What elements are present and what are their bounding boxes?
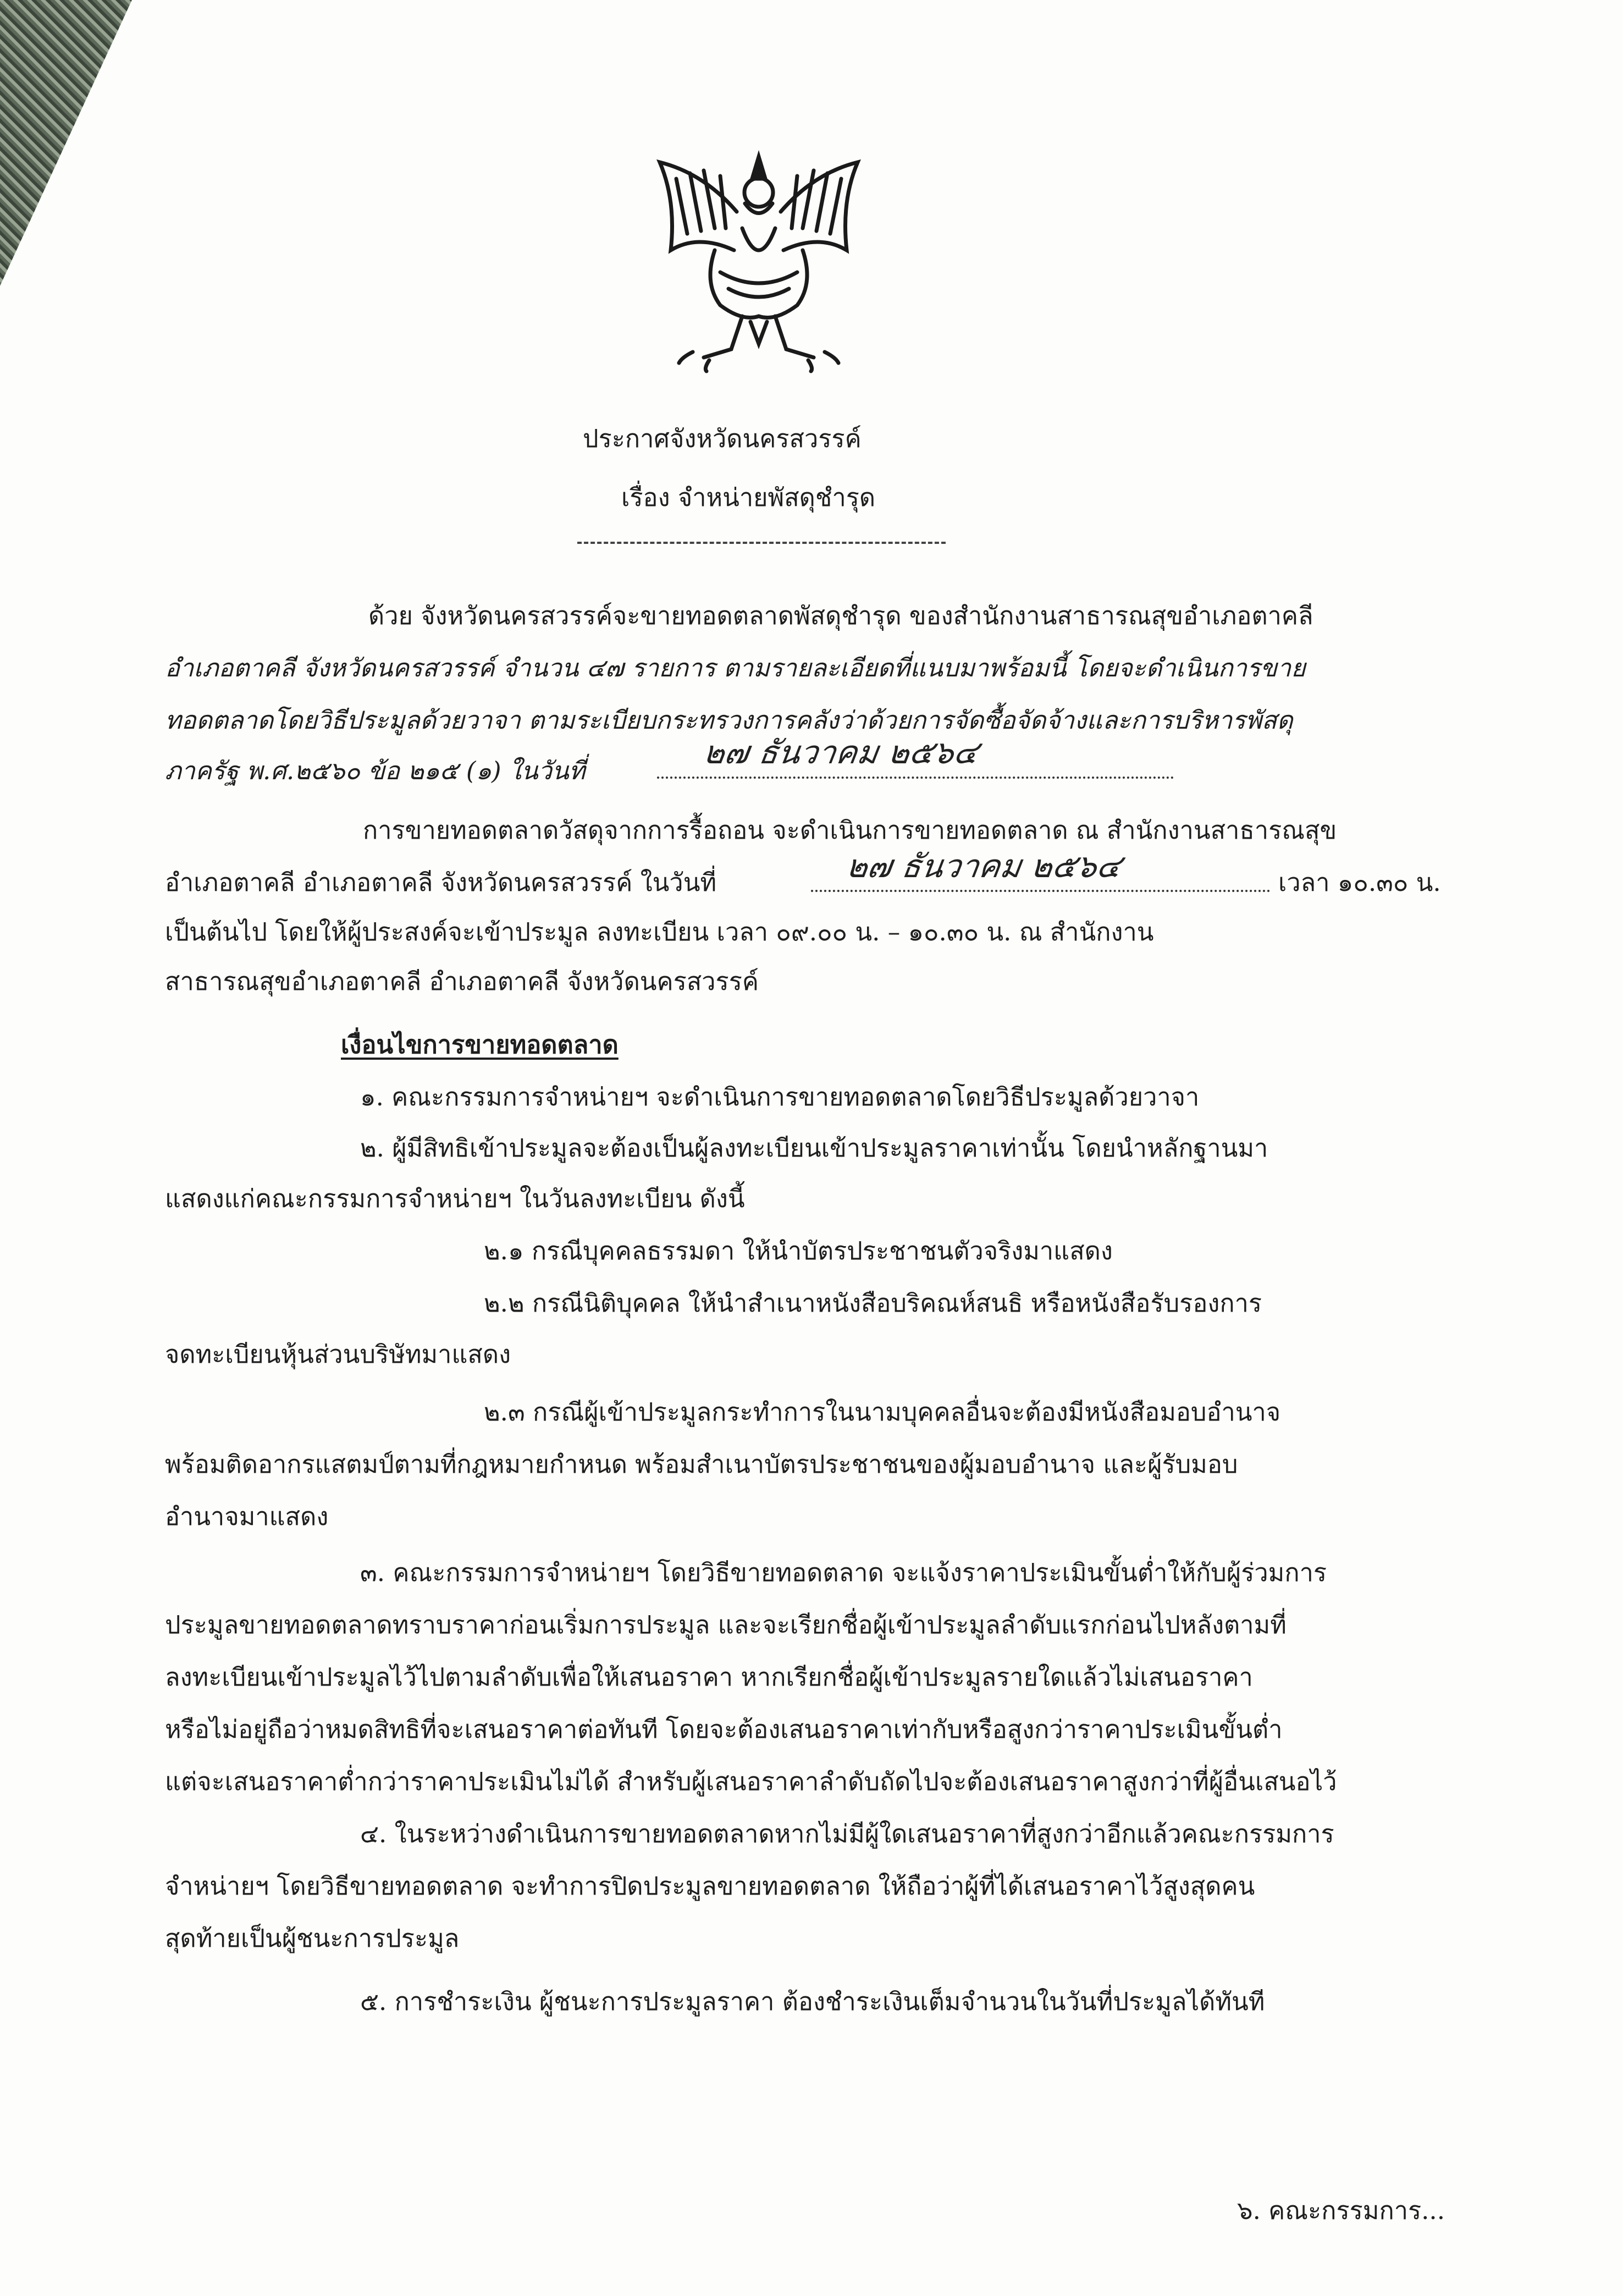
p2-line-2: อำเภอตาคลี อำเภอตาคลี จังหวัดนครสวรรค์ ในวันที่ [165, 868, 717, 897]
garuda-emblem [638, 140, 880, 377]
separator-line [577, 542, 946, 544]
continuation-note: ๖. คณะกรรมการ... [1237, 2196, 1445, 2225]
p2-line-1: การขายทอดตลาดวัสดุจากการรื้อถอน จะดำเนินการขายทอดตลาด ณ สำนักงานสาธารณสุข [363, 816, 1337, 845]
handwritten-date-1: ๒๗ ธันวาคม ๒๕๖๔ [701, 734, 981, 771]
condition-2-2-line-1: ๒.๒ กรณีนิติบุคคล ให้นำสำเนาหนังสือบริคณห์สนธิ หรือหนังสือรับรองการ [484, 1289, 1262, 1318]
p1-line-1: ด้วย จังหวัดนครสวรรค์จะขายทอดตลาดพัสดุชำรุด ของสำนักงานสาธารณสุขอำเภอตาคลี [368, 601, 1313, 630]
p2-line-4: สาธารณสุขอำเภอตาคลี อำเภอตาคลี จังหวัดนครสวรรค์ [165, 967, 759, 996]
conditions-heading: เงื่อนไขการขายทอดตลาด [341, 1030, 619, 1059]
condition-5: ๕. การชำระเงิน ผู้ชนะการประมูลราคา ต้องชำระเงินเต็มจำนวนในวันที่ประมูลได้ทันที [360, 1987, 1265, 2016]
date-fill-line-2 [811, 890, 1270, 892]
condition-2-line-1: ๒. ผู้มีสิทธิเข้าประมูลจะต้องเป็นผู้ลงทะเบียนเข้าประมูลราคาเท่านั้น โดยนำหลักฐานมา [360, 1133, 1268, 1163]
condition-3-line-2: ประมูลขายทอดตลาดทราบราคาก่อนเริ่มการประมูล และจะเรียกชื่อผู้เข้าประมูลลำดับแรกก่อนไปหลังตามที่ [165, 1610, 1287, 1639]
condition-3-line-3: ลงทะเบียนเข้าประมูลไว้ไปตามลำดับเพื่อให้เสนอราคา หากเรียกชื่อผู้เข้าประมูลรายใดแล้วไม่เสนอราคา [165, 1662, 1253, 1692]
condition-4-line-1: ๔. ในระหว่างดำเนินการขายทอดตลาดหากไม่มีผู้ใดเสนอราคาที่สูงกว่าอีกแล้วคณะกรรมการ [360, 1819, 1334, 1848]
condition-3-line-5: แต่จะเสนอราคาต่ำกว่าราคาประเมินไม่ได้ สำหรับผู้เสนอราคาลำดับถัดไปจะต้องเสนอราคาสูงกว่าที่ผู้อื่นเสนอไว้ [165, 1767, 1337, 1796]
announcement-subject: เรื่อง จำหน่ายพัสดุชำรุด [621, 483, 876, 512]
scan-edge-artifact [0, 0, 132, 286]
announcement-title: ประกาศจังหวัดนครสวรรค์ [583, 424, 862, 453]
condition-2-3-line-2: พร้อมติดอากรแสตมป์ตามที่กฎหมายกำหนด พร้อมสำเนาบัตรประชาชนของผู้มอบอำนาจ และผู้รับมอบ [165, 1450, 1238, 1479]
condition-2-3-line-1: ๒.๓ กรณีผู้เข้าประมูลกระทำการในนามบุคคลอื่นจะต้องมีหนังสือมอบอำนาจ [484, 1397, 1281, 1427]
condition-3-line-4: หรือไม่อยู่ถือว่าหมดสิทธิที่จะเสนอราคาต่อทันที โดยจะต้องเสนอราคาเท่ากับหรือสูงกว่าราคาประเมินขั้นต่ำ [165, 1715, 1283, 1744]
condition-2-3-line-3: อำนาจมาแสดง [165, 1502, 329, 1531]
condition-2-line-2: แสดงแก่คณะกรรมการจำหน่ายฯ ในวันลงทะเบียน ดังนี้ [165, 1184, 745, 1213]
condition-4-line-3: สุดท้ายเป็นผู้ชนะการประมูล [165, 1924, 460, 1953]
date-fill-line-1 [657, 777, 1174, 779]
condition-2-1: ๒.๑ กรณีบุคคลธรรมดา ให้นำบัตรประชาชนตัวจริงมาแสดง [484, 1236, 1113, 1265]
condition-1: ๑. คณะกรรมการจำหน่ายฯ จะดำเนินการขายทอดตลาดโดยวิธีประมูลด้วยวาจา [360, 1082, 1200, 1111]
condition-2-2-line-2: จดทะเบียนหุ้นส่วนบริษัทมาแสดง [165, 1340, 511, 1369]
handwritten-date-2: ๒๗ ธันวาคม ๒๕๖๔ [844, 847, 1124, 885]
condition-4-line-2: จำหน่ายฯ โดยวิธีขายทอดตลาด จะทำการปิดประมูลขายทอดตลาด ให้ถือว่าผู้ที่ได้เสนอราคาไว้สูงสุดคน [165, 1871, 1255, 1901]
condition-3-line-1: ๓. คณะกรรมการจำหน่ายฯ โดยวิธีขายทอดตลาด จะแจ้งราคาประเมินขั้นต่ำให้กับผู้ร่วมการ [360, 1558, 1327, 1587]
p1-line-4: ภาครัฐ พ.ศ.๒๕๖๐ ข้อ ๒๑๕ (๑) ในวันที่ [165, 756, 586, 785]
p2-line-3: เป็นต้นไป โดยให้ผู้ประสงค์จะเข้าประมูล ลงทะเบียน เวลา ๐๙.๐๐ น. – ๑๐.๓๐ น. ณ สำนักงาน [165, 917, 1154, 946]
p1-line-2: อำเภอตาคลี จังหวัดนครสวรรค์ จำนวน ๔๗ รายการ ตามรายละเอียดที่แนบมาพร้อมนี้ โดยจะดำเนินการขาย [165, 653, 1306, 682]
p1-line-3: ทอดตลาดโดยวิธีประมูลด้วยวาจา ตามระเบียบกระทรวงการคลังว่าด้วยการจัดซื้อจัดจ้างและการบริหารพัสดุ [165, 706, 1293, 735]
p2-time: เวลา ๑๐.๓๐ น. [1278, 868, 1441, 897]
